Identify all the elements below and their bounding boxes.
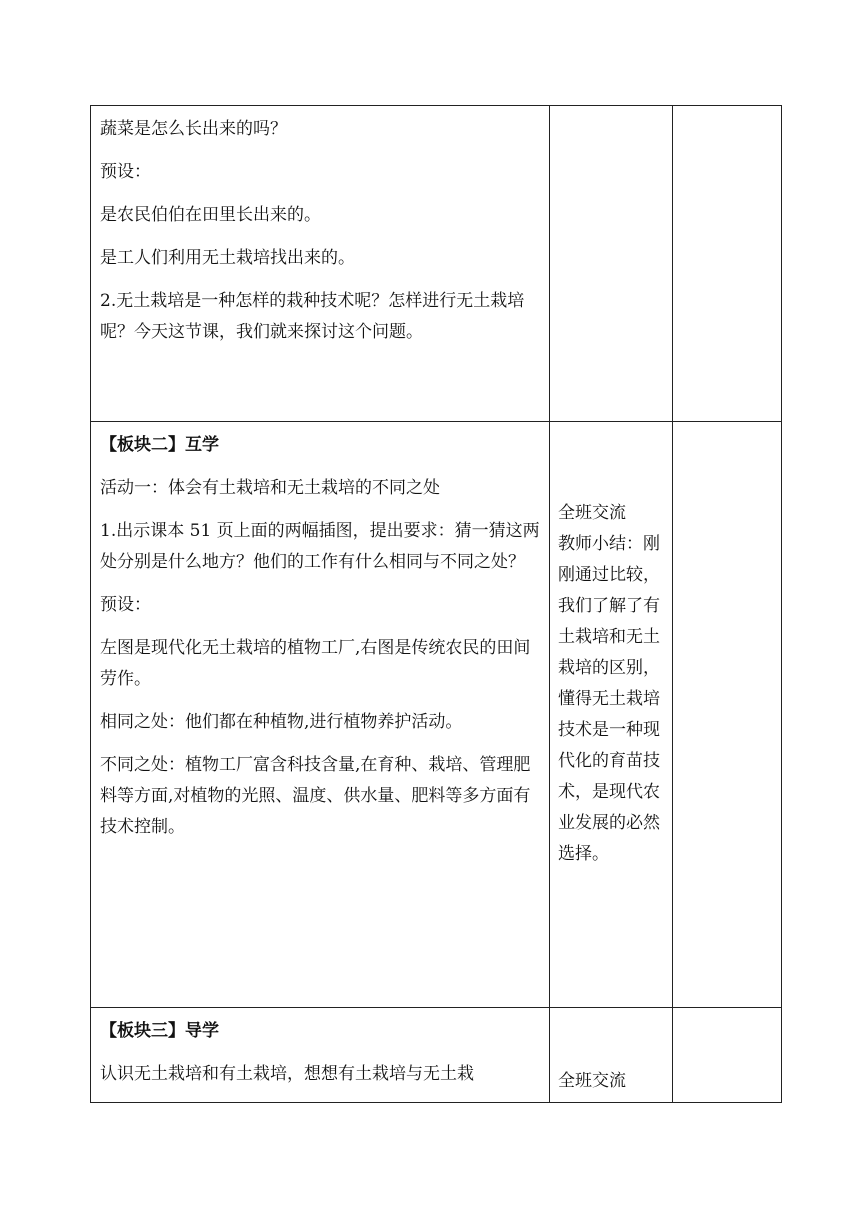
paragraph: 左图是现代化无土栽培的植物工厂,右图是传统农民的田间劳作。 [100,638,531,689]
main-content [91,106,549,348]
teacher-notes [550,1008,672,1097]
paragraph: 是农民伯伯在田里长出来的。 [100,205,321,225]
main-cell [91,1008,550,1103]
teacher-notes [550,422,672,870]
paragraph: 是工人们利用无土栽培找出来的。 [100,248,355,268]
section-heading: 【板块二】互学 [100,435,219,455]
paragraph: 2.无土栽培是一种怎样的栽种技术呢？怎样进行无土栽培呢？今天这节课，我们就来探讨这个问题。 [100,291,525,342]
table-row [91,1008,782,1103]
paragraph: 不同之处：植物工厂富含科技含量,在育种、栽培、管理肥料等方面,对植物的光照、温度、供水量、肥料等多方面有技术控制。 [100,755,531,837]
paragraph: 预设： [100,595,151,615]
empty-cell-content [673,106,781,421]
main-content [91,1008,549,1090]
right-cell [673,106,782,422]
empty-cell-content [550,106,672,421]
paragraph: 蔬菜是怎么长出来的吗？ [100,119,287,139]
table-row [91,422,782,1008]
paragraph: 预设： [100,162,151,182]
note-summary: 教师小结：刚刚通过比较，我们了解了有土栽培和无土栽培的区别，懂得无土栽培技术是一种现代化的育苗技术，是现代农业发展的必然选择。 [558,534,660,864]
paragraph: 认识无土栽培和有土栽培，想想有土栽培与无土栽 [100,1064,474,1084]
paragraph: 活动一：体会有土栽培和无土栽培的不同之处 [100,478,440,498]
note-line: 全班交流 [558,503,626,523]
paragraph: 相同之处：他们都在种植物,进行植物养护活动。 [100,712,463,732]
lesson-plan-table [90,105,782,1103]
main-cell [91,106,550,422]
right-cell [673,422,782,1008]
main-content [91,422,549,843]
empty-cell-content [673,1008,781,1102]
section-heading: 【板块三】导学 [100,1021,219,1041]
paragraph: 1.出示课本 51 页上面的两幅插图，提出要求：猜一猜这两处分别是什么地方？他们的工作有什么相同与不同之处？ [100,521,540,572]
table-row [91,106,782,422]
right-cell [673,1008,782,1103]
note-line: 全班交流 [558,1071,626,1091]
mid-cell [550,1008,673,1103]
mid-cell [550,106,673,422]
main-cell [91,422,550,1008]
mid-cell [550,422,673,1008]
empty-cell-content [673,422,781,1007]
